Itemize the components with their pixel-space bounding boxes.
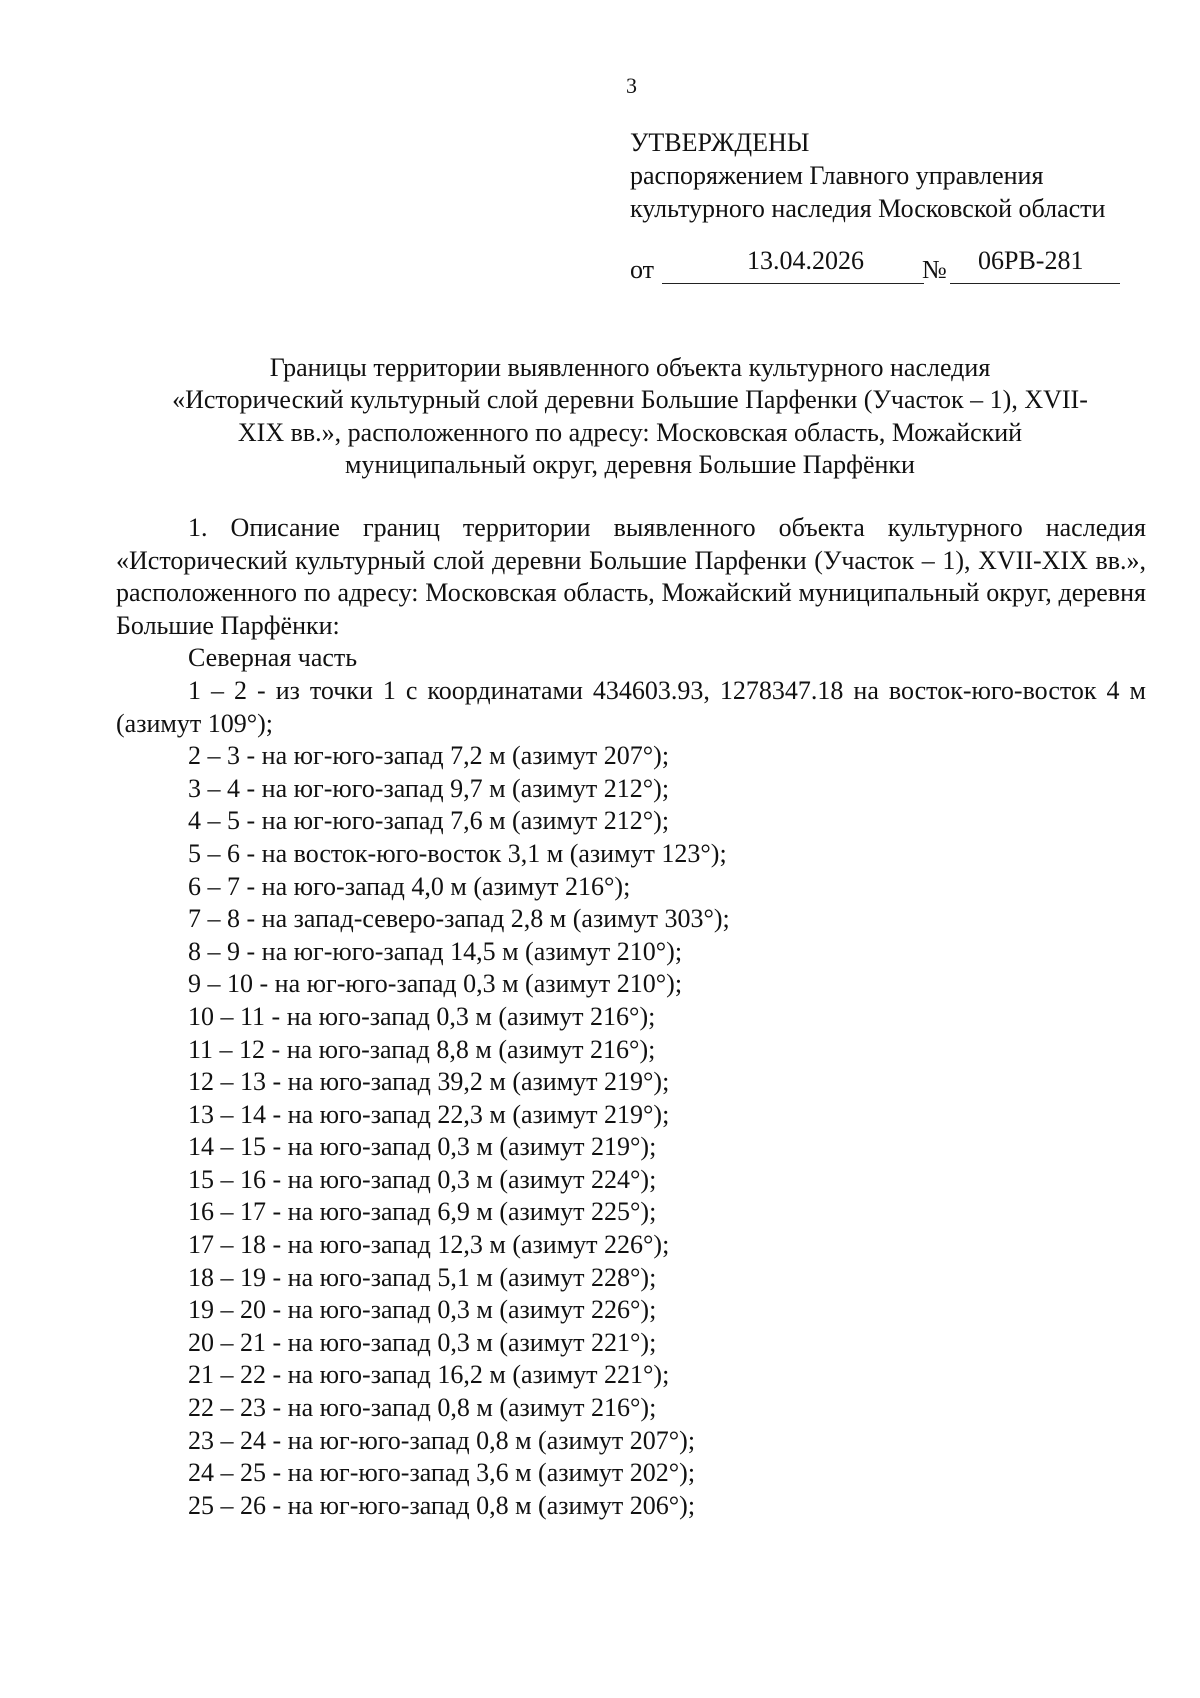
title-line-2: «Исторический культурный слой деревни Большие Парфенки (Участок – 1), XVII- [172, 385, 1088, 415]
segment-item: 9 – 10 - на юг-юго-запад 0,3 м (азимут 210°); [188, 969, 683, 999]
segment-item: 16 – 17 - на юго-запад 6,9 м (азимут 225°); [188, 1197, 657, 1227]
segment-item: 19 – 20 - на юго-запад 0,3 м (азимут 226°); [188, 1295, 657, 1325]
segment-item: 21 – 22 - на юго-запад 16,2 м (азимут 221°); [188, 1360, 670, 1390]
document-title [120, 352, 1140, 481]
decree-date: 13.04.2026 [747, 246, 864, 275]
segment-item: 10 – 11 - на юго-запад 0,3 м (азимут 216°); [188, 1001, 656, 1031]
decree-number: 06РВ-281 [978, 246, 1084, 275]
number-field [950, 243, 1120, 284]
approval-line-2: культурного наследия Московской области [630, 194, 1106, 223]
segment-item: 23 – 24 - на юг-юго-запад 0,8 м (азимут 207°); [188, 1425, 696, 1455]
segment-item: 8 – 9 - на юг-юго-запад 14,5 м (азимут 210°); [188, 936, 683, 966]
page-number: 3 [626, 73, 637, 98]
segment-item: 1 – 2 - из точки 1 с координатами 434603.93, 1278347.18 на восток-юго-восток 4 м (азимут 109°); [116, 675, 1146, 738]
part-heading: Северная часть [188, 643, 358, 673]
title-line-3: XIX вв.», расположенного по адресу: Московская область, Можайский [237, 417, 1023, 447]
segment-item: 24 – 25 - на юг-юго-запад 3,6 м (азимут 202°); [188, 1458, 696, 1488]
date-field [662, 243, 924, 284]
segment-item: 4 – 5 - на юг-юго-запад 7,6 м (азимут 212°); [188, 806, 670, 836]
approval-block [630, 126, 1105, 225]
segment-item: 2 – 3 - на юг-юго-запад 7,2 м (азимут 207°); [188, 741, 670, 771]
decree-reference [630, 243, 1120, 287]
segment-item: 3 – 4 - на юг-юго-запад 9,7 м (азимут 212°); [188, 773, 670, 803]
segment-item: 5 – 6 - на восток-юго-восток 3,1 м (азимут 123°); [188, 838, 727, 868]
segment-item: 11 – 12 - на юго-запад 8,8 м (азимут 216°); [188, 1034, 656, 1064]
date-prefix: от [630, 255, 655, 284]
approval-heading: УТВЕРЖДЕНЫ [630, 128, 810, 157]
segment-item: 6 – 7 - на юго-запад 4,0 м (азимут 216°); [188, 871, 631, 901]
segment-item: 14 – 15 - на юго-запад 0,3 м (азимут 219°); [188, 1132, 657, 1162]
segment-item: 17 – 18 - на юго-запад 12,3 м (азимут 226°); [188, 1230, 670, 1260]
segment-item: 15 – 16 - на юго-запад 0,3 м (азимут 224°); [188, 1164, 657, 1194]
segment-item: 18 – 19 - на юго-запад 5,1 м (азимут 228°); [188, 1262, 657, 1292]
approval-line-1: распоряжением Главного управления [630, 161, 1044, 190]
segment-item: 25 – 26 - на юг-юго-запад 0,8 м (азимут 206°); [188, 1490, 696, 1520]
segment-item: 12 – 13 - на юго-запад 39,2 м (азимут 219°); [188, 1067, 670, 1097]
segment-item: 20 – 21 - на юго-запад 0,3 м (азимут 221°); [188, 1327, 657, 1357]
title-line-4: муниципальный округ, деревня Большие Парфёнки [345, 449, 915, 479]
segment-item: 7 – 8 - на запад-северо-запад 2,8 м (азимут 303°); [188, 904, 730, 934]
segment-item: 22 – 23 - на юго-запад 0,8 м (азимут 216°); [188, 1393, 657, 1423]
segment-item: 13 – 14 - на юго-запад 22,3 м (азимут 219°); [188, 1099, 670, 1129]
intro-paragraph: 1. Описание границ территории выявленного объекта культурного наследия «Исторический культурный слой деревни Большие Парфенки (Участок – 1), XVII-XIX вв.», расположенного по адресу: Московская область, Можайский муниципальный округ, деревня Большие Парфёнки: [116, 513, 1146, 640]
document-body [116, 512, 1146, 1522]
segment-list [116, 740, 1146, 1522]
title-line-1: Границы территории выявленного объекта культурного наследия [269, 353, 991, 382]
number-sign: № [922, 255, 947, 284]
